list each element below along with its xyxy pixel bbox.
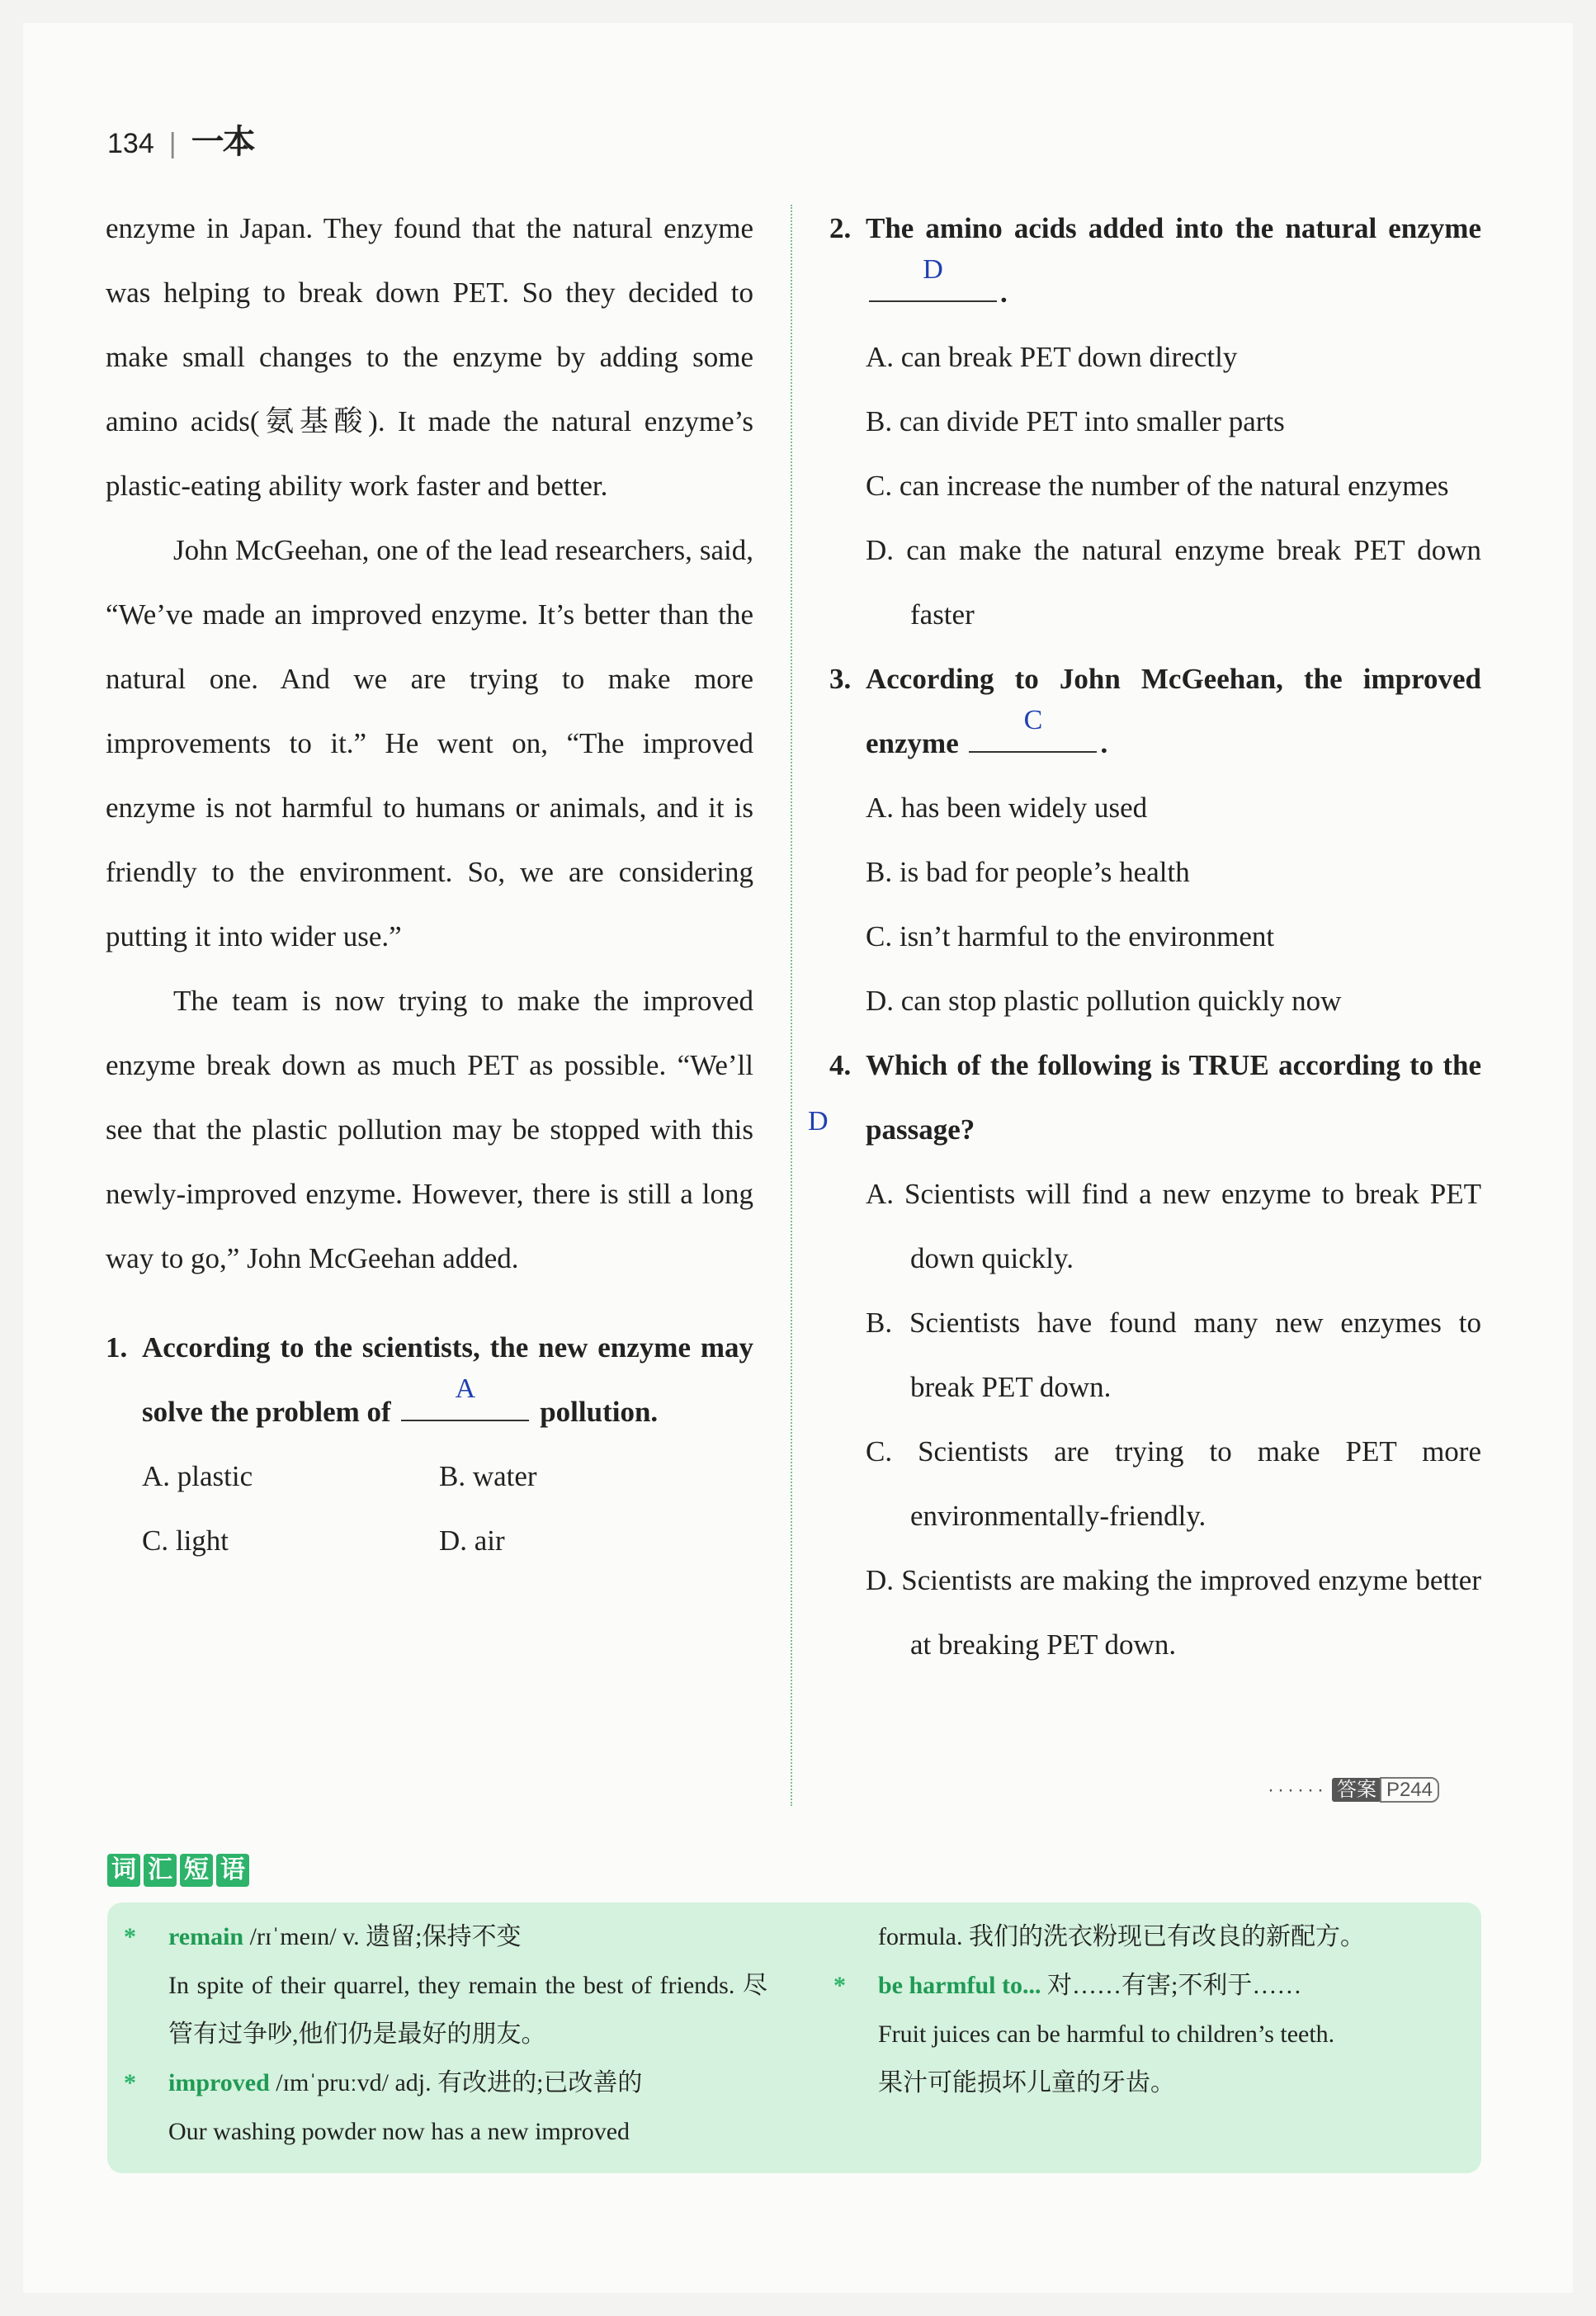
answer-blank[interactable] (869, 254, 997, 302)
question-3-text: According to John McGeehan, the improved enzyme (866, 663, 1481, 759)
star-icon: * (124, 1923, 136, 1950)
vocab-word: remain (168, 1923, 244, 1950)
vocab-word: be harmful to... (878, 1972, 1041, 1999)
answer-reference (1268, 1773, 1439, 1802)
option-d: D. air (439, 1524, 505, 1557)
header-separator: | (168, 128, 177, 159)
option-c: C. light (142, 1524, 229, 1557)
star-icon: * (833, 1972, 846, 1999)
option-c: C. can increase the number of the natural enzymes (866, 470, 1449, 502)
vocab-title-char: 词 (107, 1854, 140, 1887)
option-c: C. isn’t harmful to the environment (866, 920, 1275, 952)
option-d: D. Scientists are making the improved enzyme better at breaking PET down. (866, 1564, 1481, 1661)
option-b: B. Scientists have found many new enzymes to break PET down. (866, 1307, 1481, 1403)
question-1-stem (106, 1316, 753, 1444)
question-number: 3. (829, 663, 852, 695)
vocab-definition: 对……有害;不利于…… (1041, 1972, 1302, 1999)
page-number: 134 (107, 128, 154, 159)
vocab-example: Fruit juices can be harmful to children’s teeth. (878, 2021, 1335, 2048)
star-icon: * (124, 2069, 136, 2096)
option-b: B. can divide PET into smaller parts (866, 405, 1285, 437)
option-b: B. water (439, 1460, 537, 1492)
question-1-text: According to the scientists, the new enzyme may solve the problem of (142, 1331, 753, 1428)
vocab-definition: /rɪˈmeɪn/ v. 遗留;保持不变 (243, 1923, 522, 1950)
answer-blank[interactable] (969, 705, 1097, 753)
question-1-text-end: pollution. (540, 1396, 659, 1428)
handwritten-answer: A (455, 1373, 476, 1404)
option-a: A. plastic (142, 1460, 253, 1492)
vocab-entry-remain (124, 1912, 767, 2058)
vocab-definition: /ɪmˈpruːvd/ adj. 有改进的;已改善的 (269, 2069, 643, 2096)
vocab-entry-be-harmful-to (833, 1961, 1461, 2107)
question-4 (808, 1033, 1481, 1677)
question-2-text-end: . (1000, 277, 1008, 309)
question-2 (829, 196, 1481, 647)
vocab-entry-improved (124, 2058, 767, 2156)
option-a: A. has been widely used (866, 792, 1148, 824)
question-4-stem (829, 1033, 1481, 1162)
question-3-stem (829, 647, 1481, 776)
answer-blank[interactable] (401, 1373, 529, 1421)
passage-paragraph-1: enzyme in Japan. They found that the natural enzyme was helping to break down PET. So they decided to make small changes to the enzyme by adding some amino acids(氨基酸). It made the natural enzyme’s plastic-eating ability work faster and better. (106, 212, 753, 502)
left-column (106, 196, 753, 1573)
question-4-text: Which of the following is TRUE according to the passage? (866, 1049, 1481, 1146)
answer-page: P244 (1380, 1777, 1439, 1803)
leader-dots: ······ (1268, 1779, 1327, 1801)
vocab-box (107, 1902, 1481, 2173)
vocab-word: improved (168, 2069, 270, 2096)
question-3-text-end: . (1100, 727, 1108, 759)
vocab-title-char: 语 (216, 1854, 249, 1887)
answer-tag: 答案 (1332, 1778, 1381, 1802)
option-a: A. Scientists will find a new enzyme to break PET down quickly. (866, 1178, 1481, 1274)
brand-logo: 一本 (191, 124, 254, 160)
question-number: 4. (829, 1049, 852, 1081)
vocab-title-char: 短 (180, 1854, 213, 1887)
vocab-section-title (107, 1854, 249, 1887)
vocab-title-char: 汇 (144, 1854, 177, 1887)
handwritten-answer: D (808, 1106, 829, 1137)
option-c: C. Scientists are trying to make PET more environmentally-friendly. (866, 1435, 1481, 1532)
option-a: A. can break PET down directly (866, 341, 1238, 373)
vocab-example: Our washing powder now has a new improved (168, 2118, 630, 2145)
question-2-stem (829, 196, 1481, 325)
question-3 (829, 647, 1481, 1033)
question-1-options (106, 1444, 753, 1573)
right-column (808, 196, 1481, 1677)
handwritten-answer: C (1023, 705, 1043, 735)
vocab-column-right (833, 1912, 1461, 2107)
option-d: D. can make the natural enzyme break PET down faster (866, 534, 1481, 631)
vocab-translation: 果汁可能损坏儿童的牙齿。 (878, 2069, 1175, 2096)
question-number: 1. (106, 1331, 128, 1364)
vocab-column-left (124, 1912, 767, 2156)
handwritten-answer: D (923, 254, 943, 285)
column-divider (791, 205, 792, 1806)
question-number: 2. (829, 212, 852, 244)
option-d: D. can stop plastic pollution quickly now (866, 985, 1342, 1017)
option-b: B. is bad for people’s health (866, 856, 1190, 888)
question-1 (106, 1316, 753, 1573)
passage-paragraph-3: The team is now trying to make the improved enzyme break down as much PET as possible. “We’ll see that the plastic pollution may be stopped with this newly-improved enzyme. However, there is still a long way to go,” John McGeehan added. (106, 985, 753, 1274)
page-header (107, 116, 254, 163)
vocab-example-continuation: formula. 我们的洗衣粉现已有改良的新配方。 (878, 1923, 1365, 1950)
passage-paragraph-2: John McGeehan, one of the lead researchers, said, “We’ve made an improved enzyme. It’s better than the natural one. And we are trying to make more improvements to it.” He went on, “The improved enzyme is not harmful to humans or animals, and it is friendly to the environment. So, we are considering putting it into wider use.” (106, 534, 753, 952)
question-2-text: The amino acids added into the natural enzyme (866, 212, 1481, 244)
vocab-example: In spite of their quarrel, they remain the best of friends. 尽管有过争吵,他们仍是最好的朋友。 (168, 1972, 767, 2048)
